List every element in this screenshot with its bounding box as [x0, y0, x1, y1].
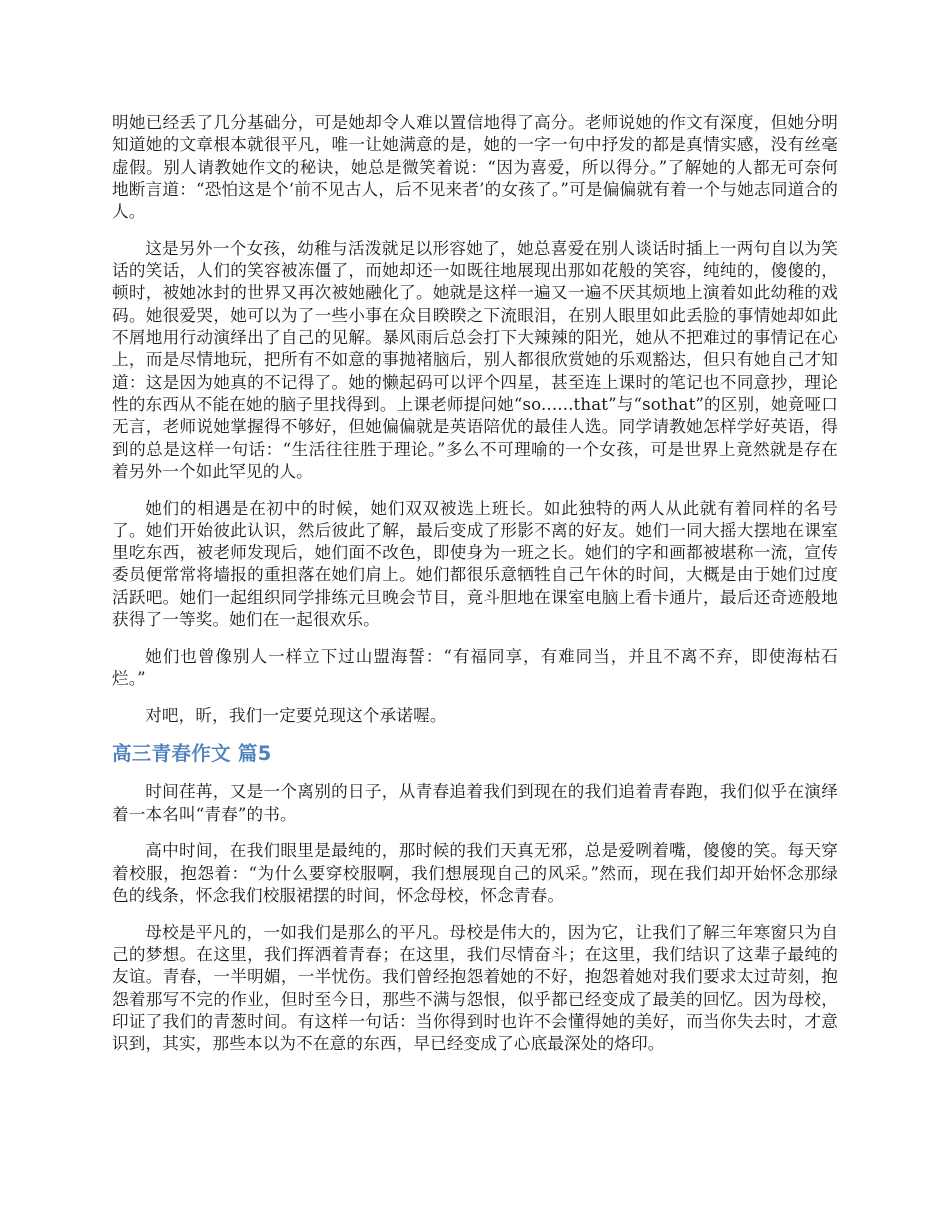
paragraph: 她们的相遇是在初中的时候，她们双双被选上班长。如此独特的两人从此就有着同样的名号了。她们开始彼此认识，然后彼此了解，最后变成了形影不离的好友。她们一同大摇大摆地在课室里吃东西，被老师发现后，她们面不改色，即使身为一班之长。她们的字和画都被堪称一流，宣传委员便常常将墙报的重担落在她们肩上。她们都很乐意牺牲自己午休的时间，大概是由于她们过度活跃吧。她们一起组织同学排练元旦晚会节目，竟斗胆地在课室电脑上看卡通片，最后还奇迹般地获得了一等奖。她们在一起很欢乐。: [112, 498, 838, 630]
paragraph: 对吧，昕，我们一定要兑现这个承诺喔。: [145, 705, 447, 725]
paragraph: 母校是平凡的，一如我们是那么的平凡。母校是伟大的，因为它，让我们了解三年寒窗只为自己的梦想。在这里，我们挥洒着青春；在这里，我们尽情奋斗；在这里，我们结识了这辈子最纯的友谊。青春，一半明媚，一半忧伤。我们曾经抱怨着她的不好，抱怨着她对我们要求太过苛刻，抱怨着那写不完的作业，但时至今日，那些不满与怨恨，似乎都已经变成了最美的回忆。因为母校，印证了我们的青葱时间。有这样一句话：当你得到时也许不会懂得她的美好，而当你失去时，才意识到，其实，那些本以为不在意的东西，早已经变成了心底最深处的烙印。: [112, 922, 838, 1054]
paragraph: 时间荏苒，又是一个离别的日子，从青春追着我们到现在的我们追着青春跑，我们似乎在演绎着一本名叫“青春”的书。: [112, 782, 838, 824]
paragraph: 这是另外一个女孩，幼稚与活泼就足以形容她了，她总喜爱在别人谈话时插上一两句自以为笑话的笑话，人们的笑容被冻僵了，而她却还一如既往地展现出那如花般的笑容，纯纯的，傻傻的，顿时，被她冰封的世界又再次被她融化了。她就是这样一遍又一遍不厌其烦地上演着如此幼稚的戏码。她很爱哭，她可以为了一些小事在众目睽睽之下流眼泪，在别人眼里如此丢脸的事情她却如此不屑地用行动演绎出了自己的见解。暴风雨后总会打下大辣辣的阳光，她从不把难过的事情记在心上，而是尽情地玩，把所有不如意的事抛褚脑后，别人都很欣赏她的乐观豁达，但只有她自己才知道：这是因为她真的不记得了。她的懒起码可以评个四星，甚至连上课时的笔记也不同意抄，理论性的东西从不能在她的脑子里找得到。上课老师提问她“so......that”与“sothat”的区别，她竟哑口无言，老师说她掌握得不够好，但她偏偏就是英语陪优的最佳人选。同学请教她怎样学好英语，得到的总是这样一句话：“生活往往胜于理论。”多么不可理喻的一个女孩，可是世界上竟然就是存在着另外一个如此罕见的人。: [112, 238, 838, 481]
paragraph: 她们也曾像别人一样立下过山盟海誓：“有福同享，有难同当，并且不离不弃，即使海枯石烂。”: [112, 646, 838, 688]
section-heading: 高三青春作文 篇5: [112, 742, 272, 766]
document-page: [112, 112, 838, 1070]
paragraph: 高中时间，在我们眼里是最纯的，那时候的我们天真无邪，总是爱咧着嘴，傻傻的笑。每天穿着校服，抱怨着：“为什么要穿校服啊，我们想展现自己的风采。”然而，现在我们却开始怀念那绿色的线条，怀念我们校服裙摆的时间，怀念母校，怀念青春。: [112, 841, 838, 905]
paragraph: 明她已经丢了几分基础分，可是她却令人难以置信地得了高分。老师说她的作文有深度，但她分明知道她的文章根本就很平凡，唯一让她满意的是，她的一字一句中抒发的都是真情实感，没有丝毫虚假。别人请教她作文的秘诀，她总是微笑着说：“因为喜爱，所以得分。”了解她的人都无可奈何地断言道：“恐怕这是个‘前不见古人，后不见来者’的女孩了。”可是偏偏就有着一个与她志同道合的人。: [112, 113, 838, 222]
